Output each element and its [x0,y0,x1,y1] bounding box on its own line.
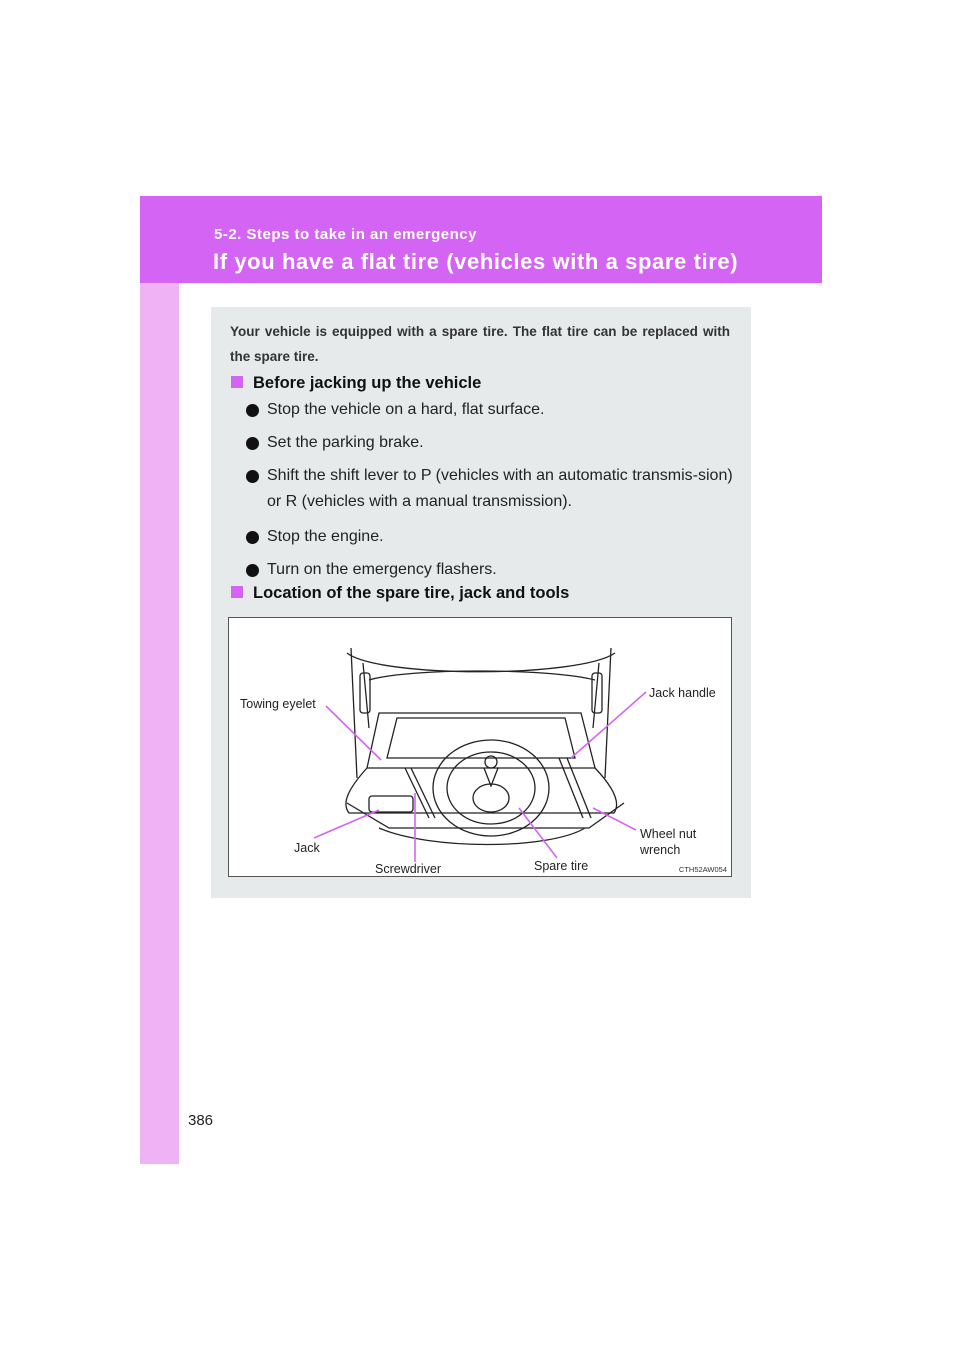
trunk-illustration [228,617,732,877]
content-box [211,307,751,898]
list-item [246,430,736,456]
bullet-dot-icon [246,437,259,450]
list-item-text: Set the parking brake. [267,434,424,451]
callout-jack: Jack [294,841,320,855]
square-bullet-icon [231,376,243,388]
figure-code: CTH52AW054 [678,865,727,874]
callout-line-1: Wheel nut [640,827,697,841]
bullet-dot-icon [246,531,259,544]
heading-location [231,584,569,603]
bullet-dot-icon [246,470,259,483]
callout-wheel-nut-wrench [640,826,696,858]
heading-before-jacking [231,374,481,393]
square-bullet-icon [231,586,243,598]
callout-line-2: wrench [640,843,681,857]
page-number: 386 [188,1112,214,1129]
list-item-text: Stop the engine. [267,528,384,545]
intro-text: Your vehicle is equipped with a spare tire. The flat tire can be replaced with the spare tire. [230,324,730,364]
callout-screwdriver: Screwdriver [375,862,441,876]
list-item [246,524,736,550]
page-header [140,196,822,283]
bullet-dot-icon [246,564,259,577]
heading-text: Location of the spare tire, jack and tools [253,584,570,602]
list-item [246,557,736,583]
list-item-text: Stop the vehicle on a hard, flat surface. [267,401,545,418]
bullet-dot-icon [246,404,259,417]
list-item-text: Turn on the emergency flashers. [267,561,497,578]
callout-jack-handle: Jack handle [649,686,716,700]
section-label: 5-2. Steps to take in an emergency [214,226,477,243]
callout-spare-tire: Spare tire [534,859,589,873]
page-title: If you have a flat tire (vehicles with a spare tire) [213,249,739,274]
heading-text: Before jacking up the vehicle [253,374,482,392]
list-item [246,397,736,423]
list-item [246,463,736,515]
callout-towing-eyelet: Towing eyelet [240,697,316,711]
page-side-tab [140,196,179,1164]
list-item-text: Shift the shift lever to P (vehicles with an automatic transmis-sion) or R (vehicles with a manual transmission). [267,467,733,510]
